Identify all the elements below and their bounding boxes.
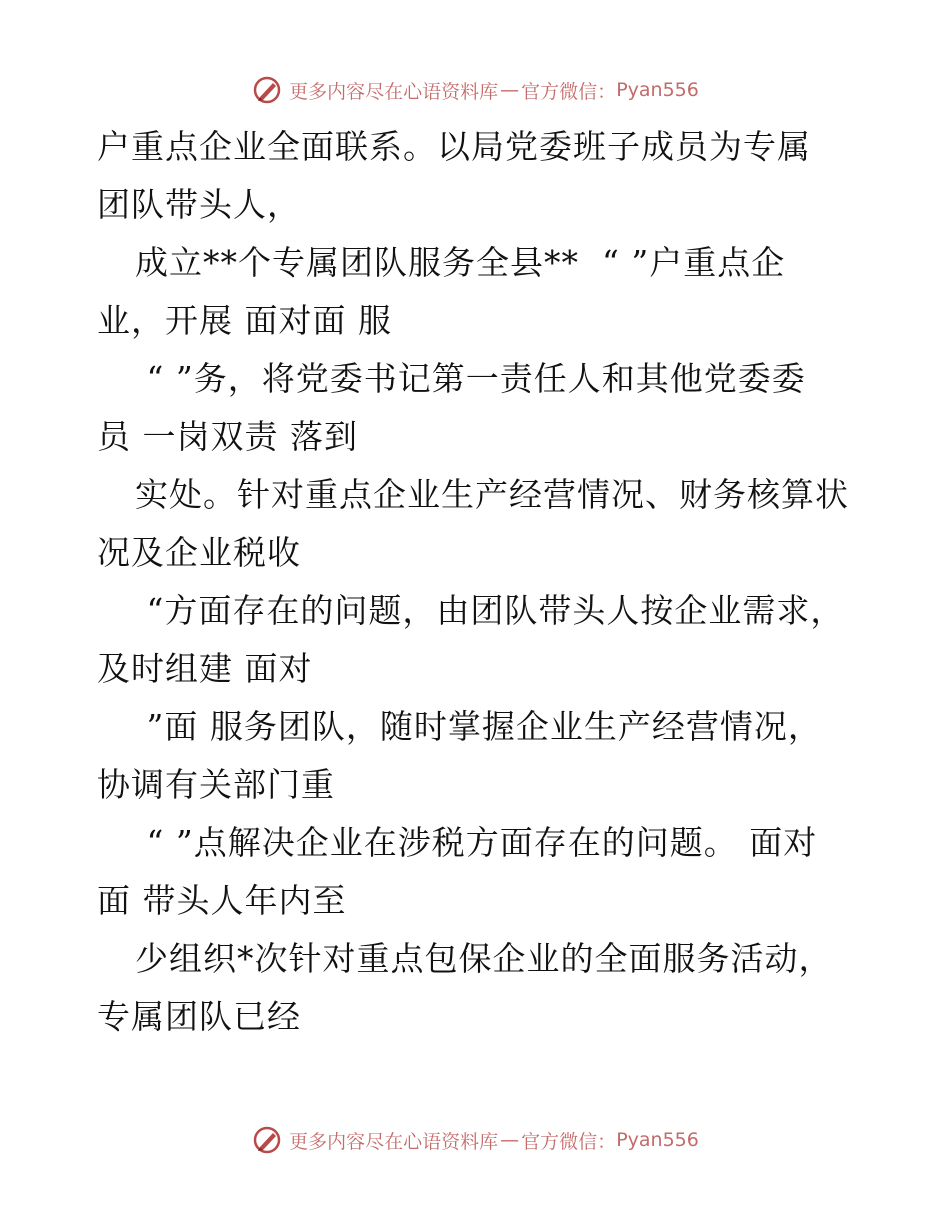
header-watermark bbox=[0, 70, 950, 110]
text-line: “ ”点解决企业在涉税方面存在的问题。 面对 bbox=[135, 823, 818, 862]
text-line: “方面存在的问题，由团队带头人按企业需求， bbox=[135, 591, 845, 630]
text-line: 实处。针对重点企业生产经营情况、财务核算状 bbox=[135, 475, 849, 514]
watermark-dash: — bbox=[500, 1129, 520, 1151]
document-body bbox=[97, 118, 857, 1046]
watermark-contact-text: 官方微信： bbox=[521, 1130, 617, 1153]
pen-logo-icon bbox=[251, 1124, 283, 1156]
watermark-dash: — bbox=[500, 79, 520, 101]
text-line: 成立**个专属团队服务全县** “ ”户重点企 bbox=[135, 243, 786, 282]
text-line: 业，开展 面对面 服 bbox=[97, 301, 392, 340]
footer-watermark bbox=[0, 1120, 950, 1160]
watermark-site-text: 更多内容尽在心语资料库 bbox=[289, 1130, 499, 1153]
watermark-contact-text: 官方微信： bbox=[521, 80, 617, 103]
text-line: “ ”务，将党委书记第一责任人和其他党委委 bbox=[135, 359, 806, 398]
watermark-account: Pyan556 bbox=[616, 1129, 699, 1151]
text-line: 专属团队已经 bbox=[97, 997, 301, 1036]
text-line: 协调有关部门重 bbox=[97, 765, 335, 804]
text-line: 况及企业税收 bbox=[97, 533, 301, 572]
text-line: 及时组建 面对 bbox=[97, 649, 313, 688]
watermark-site-text: 更多内容尽在心语资料库 bbox=[289, 80, 499, 103]
text-line: 面 带头人年内至 bbox=[97, 881, 347, 920]
text-line: ”面 服务团队，随时掌握企业生产经营情况， bbox=[135, 707, 822, 746]
text-line: 户重点企业全面联系。以局党委班子成员为专属 bbox=[97, 127, 811, 166]
text-line: 员 一岗双责 落到 bbox=[97, 417, 358, 456]
pen-logo-icon bbox=[251, 74, 283, 106]
watermark-account: Pyan556 bbox=[616, 79, 699, 101]
text-line: 团队带头人， bbox=[97, 185, 301, 224]
text-line: 少组织*次针对重点包保企业的全面服务活动， bbox=[135, 939, 833, 978]
